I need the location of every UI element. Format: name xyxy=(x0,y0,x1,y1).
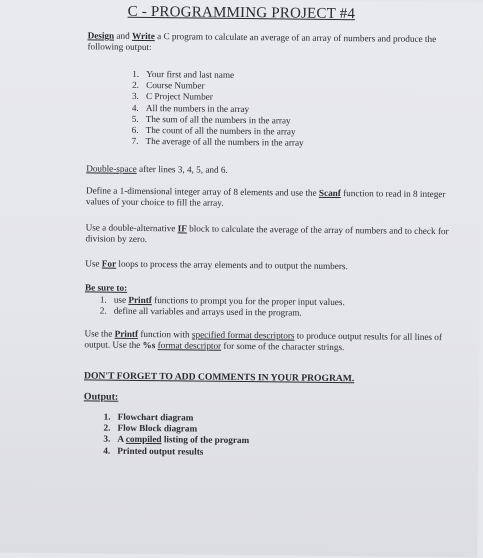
output-item: 7. The average of all the numbers in the array xyxy=(131,136,304,148)
deliverable-item: 1. Flowchart diagram xyxy=(103,411,194,423)
output-label: Output: xyxy=(83,391,119,403)
output-item: 3. C Project Number xyxy=(131,91,213,103)
output-item: 4. All the numbers in the array xyxy=(131,102,250,114)
deliverable-item: 4. Printed output results xyxy=(103,445,204,457)
comments-notice: DON'T FORGET TO ADD COMMENTS IN YOUR PROGRAM. xyxy=(83,370,355,385)
printf-paragraph: Use the Printf function with specified format descriptors to produce output results for all lines of output. Use the %s format descriptor for some of the character strings. xyxy=(84,328,443,353)
for-loops-paragraph: Use For loops to process the array elements and to output the numbers. xyxy=(85,258,348,272)
deliverable-item: 2. Flow Block diagram xyxy=(103,422,198,434)
define-array-paragraph: Define a 1-dimensional integer array of 8 elements and use the Scanf function to read in 8 integer values of your choice to fill the array. xyxy=(85,185,446,208)
page-title: C - PROGRAMMING PROJECT #4 xyxy=(127,3,356,23)
output-item: 5. The sum of all the numbers in the array xyxy=(131,113,291,126)
if-block-paragraph: Use a double-alternative IF block to calculate the average of the array of numbers and to check for division by zero. xyxy=(85,222,449,245)
be-sure-label: Be sure to: xyxy=(84,282,128,293)
output-requirements-list xyxy=(131,69,452,151)
deliverable-item: 3. A compiled listing of the program xyxy=(103,433,250,446)
output-item: 1. Your first and last name xyxy=(132,68,235,80)
be-sure-list xyxy=(100,295,450,321)
be-sure-item: 1. use Printf functions to prompt you for the proper input values. xyxy=(99,294,345,308)
output-item: 2. Course Number xyxy=(132,80,205,91)
intro-paragraph: Design and Write a C program to calculate an average of an array of numbers and produce the following output: xyxy=(87,30,437,53)
be-sure-item: 2. define all variables and arrays used in the program. xyxy=(99,305,302,318)
deliverables-list xyxy=(103,412,433,460)
double-space-note: Double-space after lines 3, 4, 5, and 6. xyxy=(86,163,228,175)
output-item: 6. The count of all the numbers in the array xyxy=(131,124,296,137)
